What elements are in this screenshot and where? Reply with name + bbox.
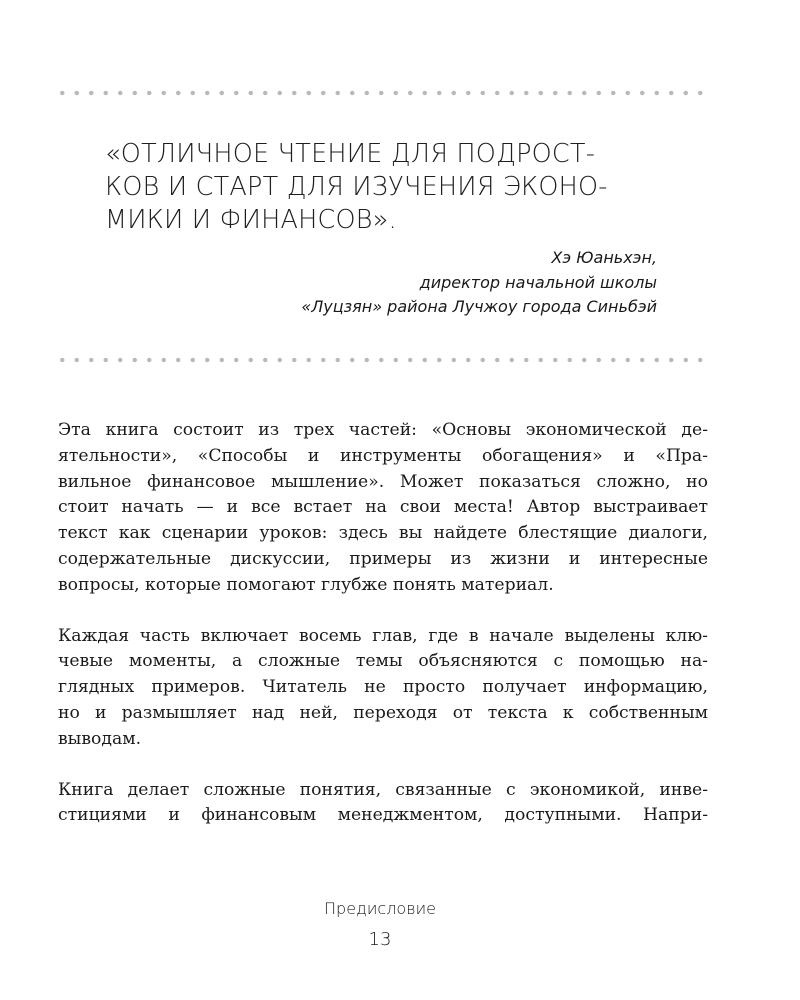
text-line: вопросы, которые помогают глубже понять материал. [58,574,554,595]
quote-line: КОВ И СТАРТ ДЛЯ ИЗУЧЕНИЯ ЭКОНО- [105,172,608,202]
dotted-divider-bottom [55,357,710,363]
paragraph [58,418,708,599]
text-line: Каждая часть включает восемь глав, где в начале выделены клю- [58,625,708,646]
text-line: стициями и финансовым менеджментом, доступными. Напри- [58,805,708,826]
quote-attribution [301,246,657,320]
attribution-school: «Луцзян» района Лучжоу города Синьбэй [301,297,657,316]
pull-quote [105,138,705,237]
text-line: выводам. [58,728,142,749]
text-line: глядных примеров. Читатель не просто получает информацию, [58,677,708,698]
dotted-divider-top [55,90,710,96]
text-line: текст как сценарии уроков: здесь вы найдете блестящие диалоги, [58,523,708,544]
paragraph [58,778,708,830]
page-number: 13 [368,929,392,950]
text-line: но и размышляет над ней, переходя от текста к собственным [58,702,708,723]
text-line: Книга делает сложные понятия, связанные с экономикой, инве- [58,779,708,800]
attribution-name: Хэ Юаньхэн, [551,248,657,267]
attribution-title: директор начальной школы [419,272,657,292]
paragraph [58,624,708,753]
text-line: содержательные дискуссии, примеры из жизни и интересные [58,548,708,569]
text-line: Эта книга состоит из трех частей: «Основы экономической де- [58,420,708,440]
text-line: ятельности», «Способы и инструменты обогащения» и «Пра- [58,445,708,466]
running-footer-section: Предисловие [324,899,436,918]
quote-line: «ОТЛИЧНОЕ ЧТЕНИЕ ДЛЯ ПОДРОСТ- [105,139,596,169]
text-line: стоит начать — и все встает на свои места! Автор выстраивает [58,497,708,518]
quote-line: МИКИ И ФИНАНСОВ». [105,205,397,235]
body-text [58,418,708,854]
text-line: чевые моменты, а сложные темы объясняются с помощью на- [58,651,708,672]
text-line: вильное финансовое мышление». Может показаться сложно, но [58,471,708,492]
